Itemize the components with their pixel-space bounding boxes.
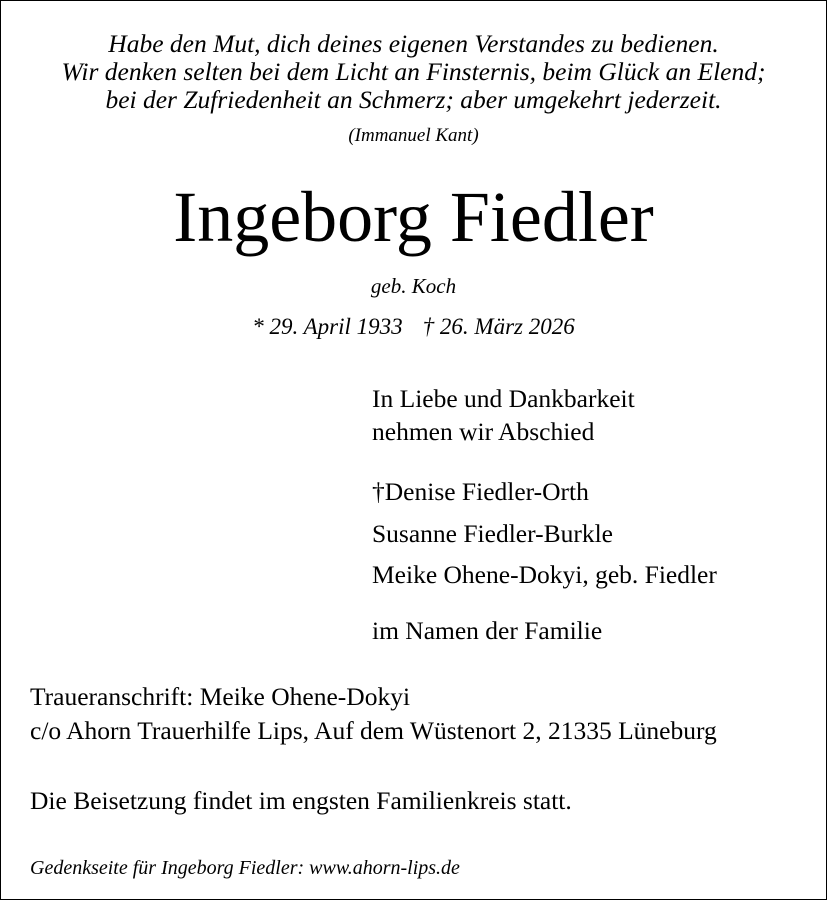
quote-line: Wir denken selten bei dem Licht an Finsternis, beim Glück an Elend;	[61, 57, 766, 86]
death-date: † 26. März 2026	[422, 314, 575, 339]
mourner-name: †Denise Fiedler-Orth	[372, 477, 589, 506]
address-line: Traueranschrift: Meike Ohene-Dokyi	[30, 682, 411, 711]
birth-date: * 29. April 1933	[252, 314, 403, 339]
mourners-list	[372, 471, 717, 596]
quote-author: (Immanuel Kant)	[348, 125, 479, 146]
quote-block	[0, 30, 827, 114]
life-dates	[0, 313, 827, 341]
farewell-text	[372, 382, 635, 448]
family-note: im Namen der Familie	[372, 616, 603, 645]
deceased-name: Ingeborg Fiedler	[173, 177, 654, 257]
farewell-line: In Liebe und Dankbarkeit	[372, 384, 635, 413]
mourning-address	[30, 680, 717, 748]
memorial-page-link: Gedenkseite für Ingeborg Fiedler: www.ahorn-lips.de	[30, 857, 460, 879]
quote-line: Habe den Mut, dich deines eigenen Verstandes zu bedienen.	[108, 29, 719, 58]
mourner-name: Meike Ohene-Dokyi, geb. Fiedler	[372, 560, 717, 589]
mourner-name: Susanne Fiedler-Burkle	[372, 518, 613, 548]
quote-line: bei der Zufriedenheit an Schmerz; aber umgekehrt jederzeit.	[105, 85, 722, 114]
farewell-line: nehmen wir Abschied	[372, 417, 595, 446]
maiden-name: geb. Koch	[370, 274, 457, 298]
burial-note: Die Beisetzung findet im engsten Familienkreis statt.	[30, 786, 572, 815]
address-line: c/o Ahorn Trauerhilfe Lips, Auf dem Wüstenort 2, 21335 Lüneburg	[30, 716, 717, 745]
